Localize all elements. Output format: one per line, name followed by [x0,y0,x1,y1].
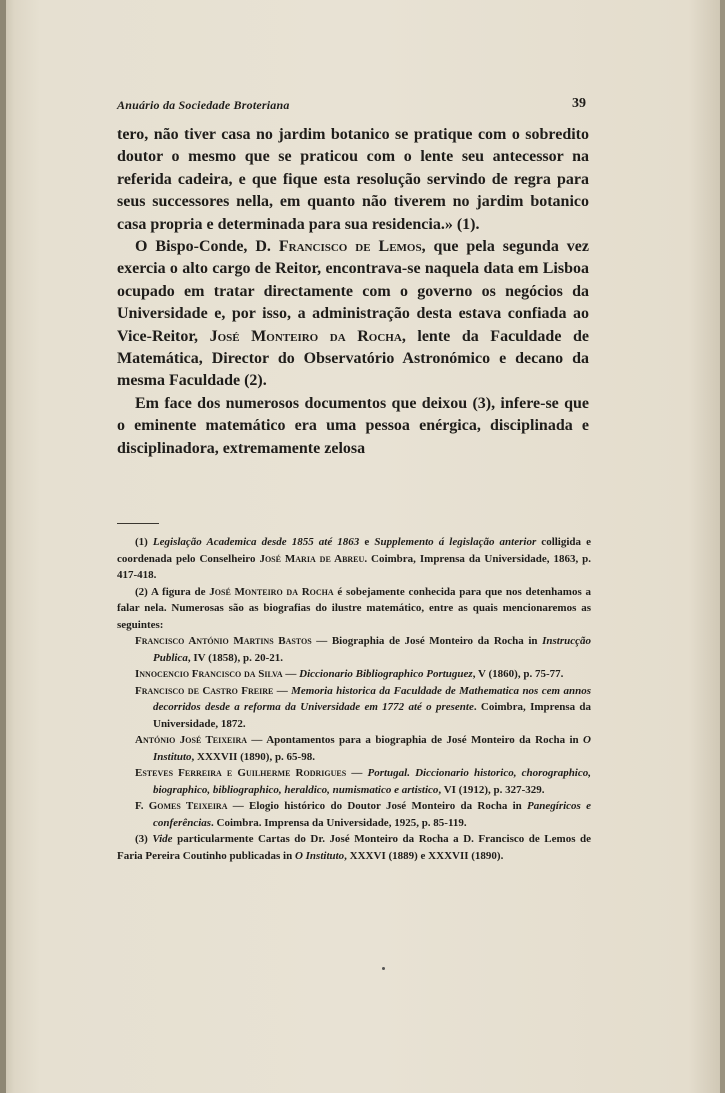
reference-details: , VI (1912), p. 327-329. [438,783,545,796]
footnote-1-person-name: José Maria de Abreu [259,552,365,565]
bibliography-list [117,633,591,831]
reference-text: — Biographia de José Monteiro da Rocha in [311,635,543,647]
page-number: 39 [572,96,586,111]
reference-author: António José Teixeira [135,734,248,746]
reference-work-title: Instrucção Publica [153,635,591,664]
reference-work-title: Diccionario Bibliographico Portuguez [299,668,473,680]
footnote-1-marker: (1) [135,536,148,548]
footnote-3 [117,831,591,864]
footnote-separator [117,523,159,524]
reference-work-title: Memoria historica da Faculdade de Mathematica nos cem annos decorridos desde a reforma da Universidade em 1772 até o presente [153,684,591,713]
footnote-1-tail: . Coimbra, Imprensa da Universidade, 1863, p. 417-418. [117,552,592,581]
footnote-3-text-b: , XXXVI (1889) e XXXVII (1890). [344,849,504,862]
reference-text: — [282,668,300,680]
person-name-jose-monteiro-da-rocha: José Monteiro da Rocha [209,327,402,345]
paragraph-2-text-b: , que pela segunda vez exercia o alto cargo de Reitor, encontrava-se naquela data em Lisboa ocupado em tratar directamente com o governo os negócios da Universidade e, por isso, a administração desta estava confiada ao Vice-Reitor, [117,238,589,345]
ink-speck [382,967,385,970]
paragraph-2-text-a: O Bispo-Conde, D. [135,238,279,256]
footnote-1-conj: e [359,536,375,548]
reference-work-title: O Instituto [153,734,591,763]
reference-author: Innocencio Francisco da Silva [135,668,283,680]
footnote-3-work: O Instituto [294,849,345,862]
paragraph-2-text-c: , lente da Faculdade de Matemática, Director do Observatório Astronómico e decano da mesma Faculdade (2). [117,327,589,390]
reference-work-title: Panegíricos e conferências [153,800,591,829]
reference-text: — Apontamentos para a biographia de José Monteiro da Rocha in [247,734,584,746]
footnote-2-person-name: José Monteiro da Rocha [209,585,334,598]
reference-work-title: Portugal. Diccionario historico, chorographico, biographico, bibliographico, heraldico, numismatico e artistico [153,767,591,796]
reference-details: , V (1860), p. 75-77. [472,668,564,680]
reference-author: Francisco de Castro Freire [135,684,274,697]
footnote-2-marker: (2) [135,585,148,598]
footnote-3-vide: Vide [152,833,173,845]
footnote-1-title: Legislação Academica desde 1855 até 1863 [152,536,360,548]
footnote-1-text: colligida e coordenada pelo Conselheiro [117,536,591,565]
footnote-2 [117,584,591,634]
body-text [117,124,589,460]
footnote-1-title-2: Supplemento á legislação anterior [374,536,537,548]
reference-author: Francisco António Martins Bastos [135,635,312,647]
reference-text: — Elogio histórico do Doutor José Monteiro da Rocha in [227,800,528,812]
bibliography-entry [135,666,591,683]
bibliography-entry [135,633,591,666]
footnote-3-marker: (3) [135,833,148,845]
reference-details: , IV (1858), p. 20-21. [187,651,283,664]
bibliography-entry [135,683,591,733]
footnote-1 [117,534,591,584]
running-head: Anuário da Sociedade Broteriana [117,98,290,112]
footnote-2-text-b: é sobejamente conhecida para que nos detenhamos a falar nela. Numerosas são as biografias do ilustre matemático, entre as quais mencionaremos as seguintes: [117,585,591,631]
reference-details: . Coimbra, Imprensa da Universidade, 1872. [153,701,591,730]
reference-author: F. Gomes Teixeira [135,800,228,812]
bibliography-entry [135,798,591,831]
bibliography-entry [135,765,591,798]
paragraph-3: Em face dos numerosos documentos que deixou (3), infere-se que o eminente matemático era uma pessoa enérgica, disciplinada e disciplinadora, extremamente zelosa [117,394,589,457]
reference-details: . Coimbra. Imprensa da Universidade, 1925, p. 85-119. [211,816,467,829]
footnote-3-text-a: particularmente Cartas do Dr. José Monteiro da Rocha a D. Francisco de Lemos de Faria Pereira Coutinho publicadas in [117,833,592,862]
bibliography-entry [135,732,591,765]
paragraph-1: tero, não tiver casa no jardim botanico se pratique com o sobredito doutor o mesmo que se praticou com o lente seu antecessor na referida cadeira, e que fique esta resolução servindo de regra para seus successores nella, em quanto não tiverem no jardim botanico casa propria e determinada para sua residencia.» (1). [117,126,589,233]
reference-author: Esteves Ferreira e Guilherme Rodrigues [135,767,347,779]
paragraph-2 [117,236,589,393]
person-name-francisco-de-lemos: Francisco de Lemos [278,238,422,256]
footnotes [117,534,591,864]
reference-text: — [346,767,368,779]
reference-details: , XXXVII (1890), p. 65-98. [191,750,315,763]
footnote-2-text-a: A figura de [150,585,210,598]
reference-text: — [273,684,292,697]
